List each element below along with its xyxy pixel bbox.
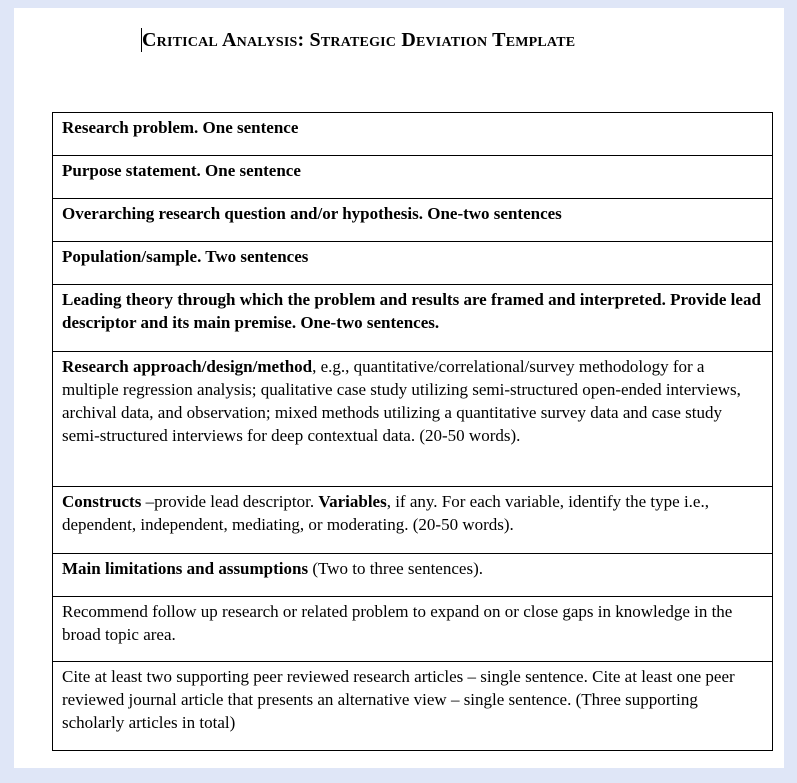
row-population-sample[interactable] bbox=[53, 242, 773, 285]
row-purpose-statement[interactable] bbox=[53, 156, 773, 199]
cell-text: , e.g., quantitative/correlational/survey methodology for a multiple regression analysis; qualitative case study utilizing semi-structured open-ended interviews, archival data, and observation; mixed methods utilizing a quantitative survey data and case study semi-structured interviews for deep contextual data. (20-50 words). bbox=[62, 357, 741, 445]
cell-text: Recommend follow up research or related problem to expand on or close gaps in knowledge in the broad topic area. bbox=[62, 602, 733, 644]
table-row bbox=[53, 156, 773, 199]
row-leading-theory[interactable] bbox=[53, 285, 773, 352]
cell-text: (Two to three sentences). bbox=[308, 559, 483, 578]
row-constructs-variables[interactable] bbox=[53, 487, 773, 554]
row-limitations-assumptions[interactable] bbox=[53, 554, 773, 597]
table-row bbox=[53, 242, 773, 285]
row-research-problem[interactable] bbox=[53, 113, 773, 156]
row-follow-up-research[interactable] bbox=[53, 597, 773, 662]
cell-label: Leading theory through which the problem and results are framed and interpreted. Provide lead descriptor and its main premise. One-two sentences. bbox=[62, 290, 761, 332]
cell-label-variables: Variables bbox=[318, 492, 387, 511]
cell-label: Population/sample. Two sentences bbox=[62, 247, 309, 266]
template-table bbox=[52, 112, 773, 751]
table-row bbox=[53, 113, 773, 156]
cell-label: Research approach/design/method bbox=[62, 357, 313, 376]
cell-label-constructs: Constructs bbox=[62, 492, 142, 511]
document-title[interactable]: Critical Analysis: Strategic Deviation Template bbox=[142, 29, 576, 51]
cell-label: Main limitations and assumptions bbox=[62, 559, 309, 578]
document-page bbox=[14, 8, 784, 768]
table-row bbox=[53, 285, 773, 352]
row-research-approach[interactable] bbox=[53, 352, 773, 487]
cell-label: Purpose statement. One sentence bbox=[62, 161, 301, 180]
table-row bbox=[53, 662, 773, 751]
cell-label: Overarching research question and/or hypothesis. One-two sentences bbox=[62, 204, 562, 223]
table-row bbox=[53, 352, 773, 487]
cell-label: Research problem. One sentence bbox=[62, 118, 299, 137]
table-row bbox=[53, 554, 773, 597]
cell-text: –provide lead descriptor. bbox=[141, 492, 319, 511]
table-row bbox=[53, 487, 773, 554]
row-research-question[interactable] bbox=[53, 199, 773, 242]
cell-text: , if any. For each variable, identify the type i.e., dependent, independent, mediating, or moderating. (20-50 words). bbox=[62, 492, 709, 534]
table-row bbox=[53, 597, 773, 662]
cell-text: Cite at least two supporting peer reviewed research articles – single sentence. Cite at least one peer reviewed journal article that presents an alternative view – single sentence. (Three supporting scholarly articles in total) bbox=[62, 667, 735, 732]
row-citations[interactable] bbox=[53, 662, 773, 751]
table-row bbox=[53, 199, 773, 242]
